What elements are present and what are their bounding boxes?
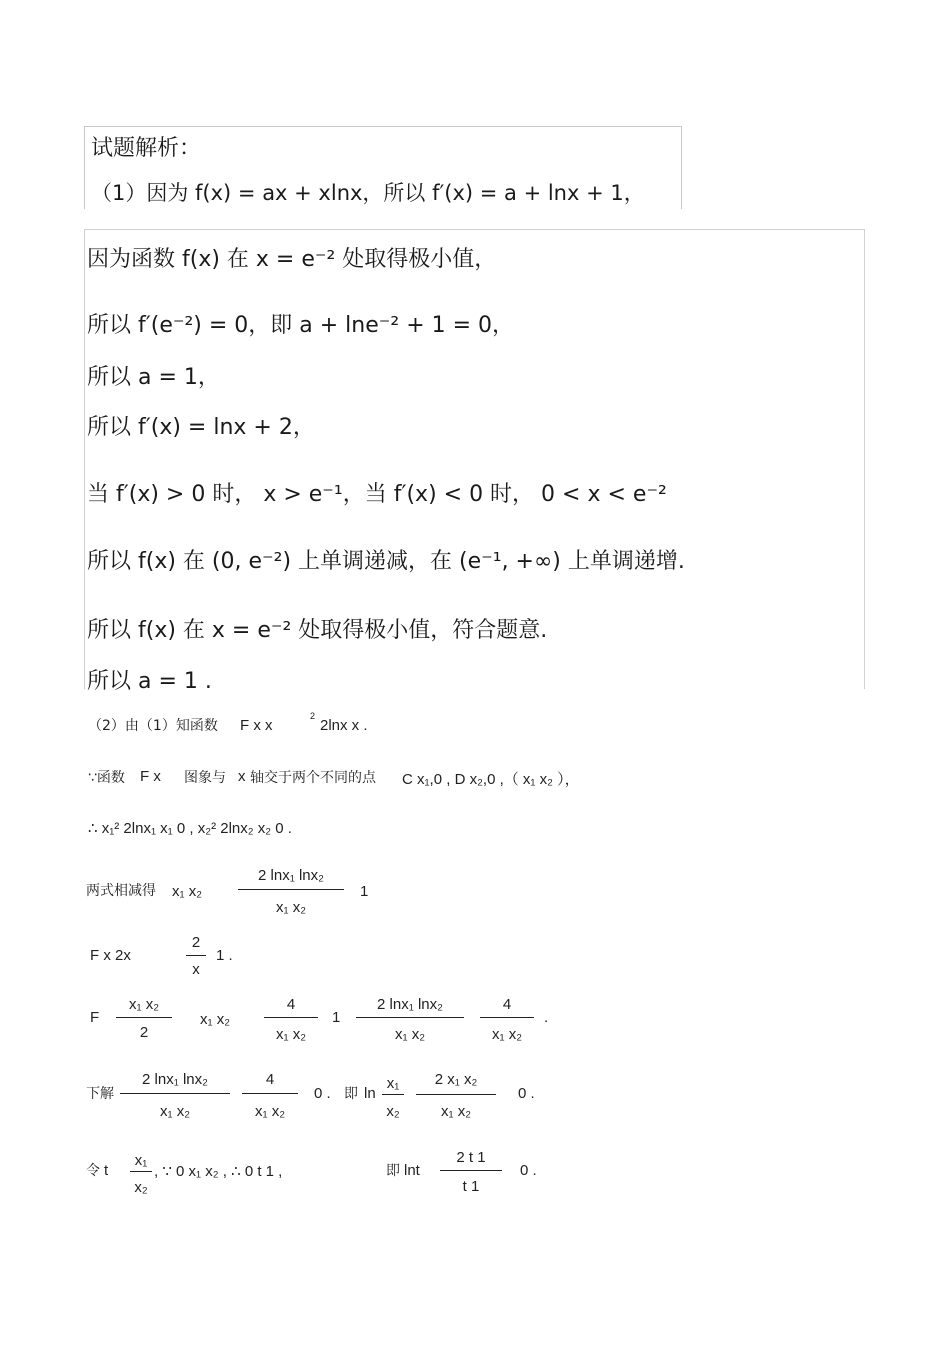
p2-line6-f3-bar — [356, 1017, 464, 1018]
p2-line1-rest: 2lnx x . — [320, 717, 368, 734]
p2-line7-f4-num: 2 x₁ x₂ — [434, 1071, 478, 1088]
p2-line5-tail: 1 . — [216, 947, 233, 964]
p2-line8-f2-num: 2 t 1 — [456, 1149, 486, 1166]
p2-line2-prefix: ∵函数 — [88, 770, 125, 786]
p2-line6-f1-num: x₁ x₂ — [128, 996, 160, 1013]
p2-line7-f2-bar — [242, 1093, 298, 1094]
p2-line7-zero: 0 . — [314, 1085, 331, 1102]
p2-line7-f1-den: x₁ x₂ — [159, 1103, 191, 1120]
box2-line-8: 所以 a = 1 . — [87, 669, 212, 694]
p2-line2-expr1: F x — [140, 768, 161, 785]
box2-line-2: 所以 f′(e⁻²) = 0，即 a + lne⁻² + 1 = 0， — [87, 313, 515, 338]
p2-line4-left: x₁ x₂ — [172, 883, 203, 900]
p2-line6-f4-bar — [480, 1017, 534, 1018]
p2-line7-f1-bar — [120, 1093, 230, 1094]
solution-header-box — [84, 126, 682, 209]
analysis-heading: 试题解析： — [91, 136, 202, 161]
p2-line8-f1-den: x₂ — [134, 1179, 148, 1196]
p2-line7-f4-den: x₁ x₂ — [440, 1103, 472, 1120]
p2-line4-fraction-bar — [238, 889, 344, 890]
p2-line6-f2-bar — [264, 1017, 318, 1018]
p2-line8-t: t — [104, 1162, 109, 1179]
p2-line6-f3-num: 2 lnx₁ lnx₂ — [377, 996, 443, 1013]
p2-line8-ji: 即 — [386, 1163, 400, 1179]
p2-line8-lnt: lnt — [404, 1162, 420, 1179]
solution-body-box — [84, 229, 865, 694]
p2-line6-mid: x₁ x₂ — [200, 1011, 231, 1028]
p2-line8-tail: 0 . — [520, 1162, 537, 1179]
p2-line7-f2-den: x₁ x₂ — [254, 1103, 286, 1120]
p2-line1-prefix: （2）由（1）知函数 — [88, 718, 218, 734]
p2-line6-f1-den: 2 — [139, 1024, 149, 1041]
p2-line6-one: 1 — [332, 1009, 341, 1026]
p2-line6-F: F — [90, 1009, 100, 1026]
p2-line6-f4-den: x₁ x₂ — [491, 1026, 523, 1043]
p2-line2-mid2: 轴交于两个不同的点 — [250, 770, 376, 786]
p2-line8-f1-bar — [130, 1171, 152, 1172]
box2-line-1: 因为函数 f(x) 在 x = e⁻² 处取得极小值， — [87, 247, 497, 272]
p2-line5-fraction-bar — [186, 955, 206, 956]
p2-line1-expr: F x x — [240, 717, 273, 734]
p2-line8-f1-num: x₁ — [134, 1152, 148, 1169]
p2-line2-mid: 图象与 — [184, 770, 226, 786]
p2-line2-expr3: C x₁,0 , D x₂,0 ,（ x₁ x₂ ）， — [402, 771, 580, 788]
box2-line-4: 所以 f′(x) = lnx + 2， — [87, 415, 315, 440]
p2-line7-f3-num: x₁ — [386, 1075, 400, 1092]
p2-line6-f3-den: x₁ x₂ — [394, 1026, 426, 1043]
p2-line5-den: x — [192, 961, 200, 978]
part1-line1: （1）因为 f(x) = ax + xlnx，所以 f′(x) = a + lnx + 1， — [91, 181, 645, 205]
p2-line8-f2-den: t 1 — [462, 1178, 480, 1195]
p2-line1-sup: 2 — [310, 711, 316, 721]
p2-line4-tail: 1 — [360, 883, 369, 900]
p2-line7-prefix: 下解 — [86, 1086, 114, 1102]
p2-line6-f2-den: x₁ x₂ — [275, 1026, 307, 1043]
p2-line7-f2-num: 4 — [265, 1071, 275, 1088]
p2-line6-f4-num: 4 — [502, 996, 512, 1013]
box2-line-5: 当 f′(x) > 0 时， x > e⁻¹，当 f′(x) < 0 时， 0 < x < e⁻² — [87, 482, 667, 507]
box2-line-3: 所以 a = 1， — [87, 365, 220, 390]
p2-line4-prefix: 两式相减得 — [86, 883, 156, 899]
p2-line7-ln: ln — [364, 1085, 376, 1102]
p2-line4-den: x₁ x₂ — [275, 899, 307, 916]
p2-line8-f2-bar — [440, 1170, 502, 1171]
box2-line-6: 所以 f(x) 在 (0, e⁻²) 上单调递减，在 (e⁻¹, +∞) 上单调递增. — [87, 549, 685, 574]
p2-line3: ∴ x₁² 2lnx₁ x₁ 0 , x₂² 2lnx₂ x₂ 0 . — [88, 820, 292, 837]
p2-line4-num: 2 lnx₁ lnx₂ — [258, 867, 324, 884]
p2-line7-f3-den: x₂ — [386, 1103, 400, 1120]
p2-line8-prefix: 令 — [86, 1163, 100, 1179]
p2-line7-ji: 即 — [344, 1086, 358, 1102]
p2-line7-f3-bar — [382, 1094, 404, 1095]
p2-line7-tail: 0 . — [518, 1085, 535, 1102]
p2-line5-left: F x 2x — [90, 947, 131, 964]
p2-line7-f4-bar — [416, 1094, 496, 1095]
p2-line6-f2-num: 4 — [286, 996, 296, 1013]
p2-line6-tail: . — [544, 1009, 549, 1026]
box2-line-7: 所以 f(x) 在 x = e⁻² 处取得极小值，符合题意. — [87, 618, 548, 643]
p2-line7-f1-num: 2 lnx₁ lnx₂ — [142, 1071, 208, 1088]
p2-line8-mid: , ∵ 0 x₁ x₂ , ∴ 0 t 1 , — [154, 1163, 283, 1180]
p2-line5-num: 2 — [191, 934, 201, 951]
p2-line6-f1-bar — [116, 1017, 172, 1018]
p2-line2-expr2: x — [238, 768, 246, 785]
